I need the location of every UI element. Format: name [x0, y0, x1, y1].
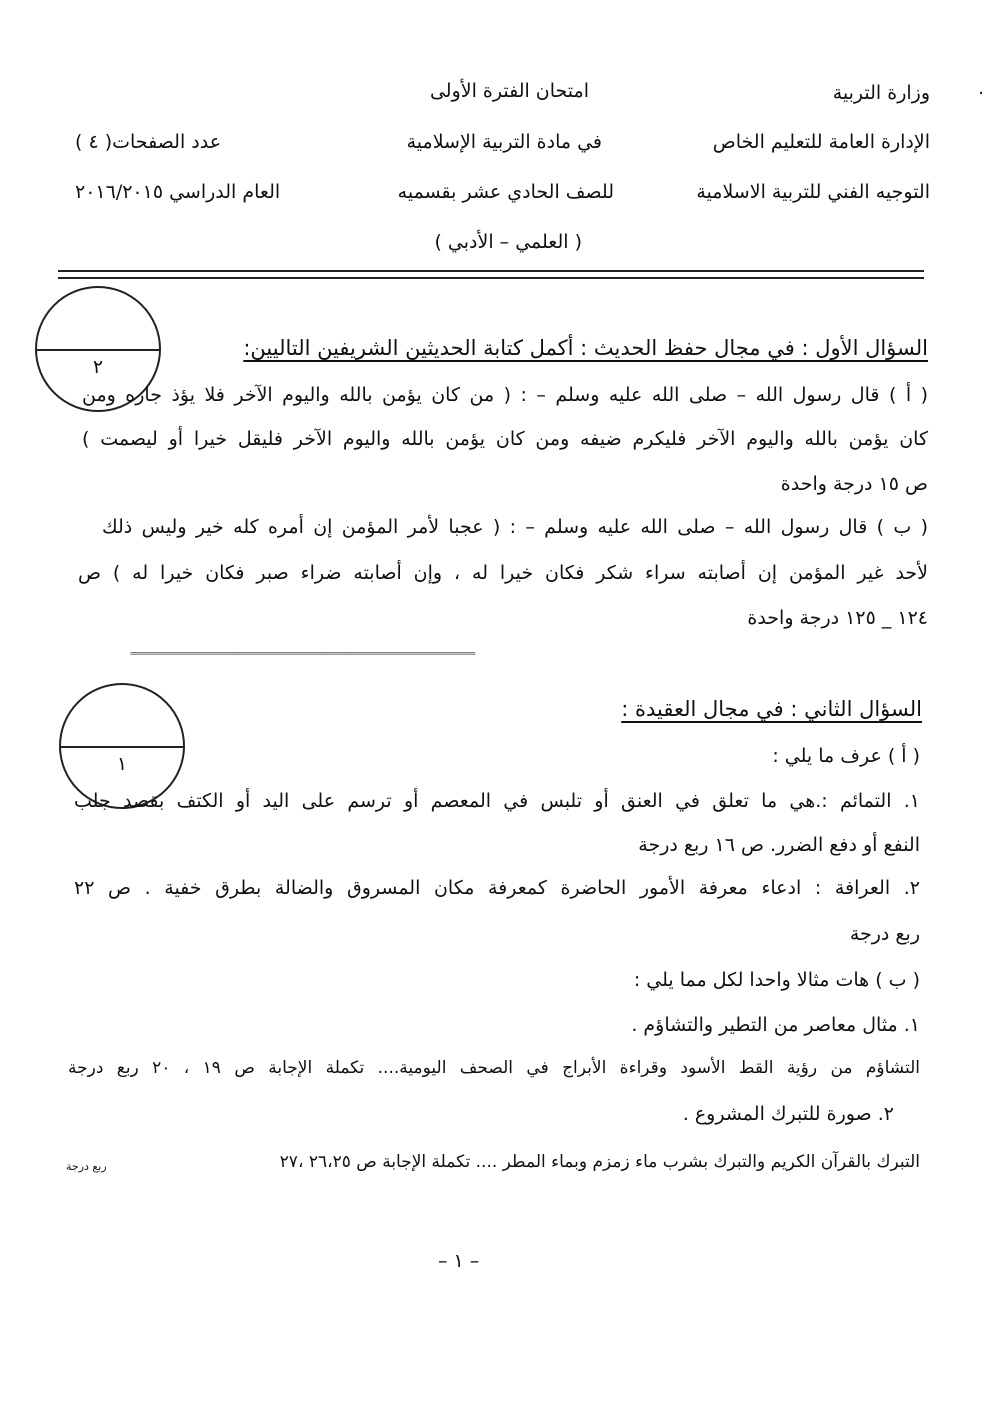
q2-last-note: ربع درجة: [66, 1160, 107, 1173]
q1-line-3: ص ١٥ درجة واحدة: [780, 473, 928, 495]
q1-score-divider: [37, 349, 159, 351]
q1-score: ٢: [92, 356, 104, 379]
exam-subject: في مادة التربية الإسلامية: [406, 131, 602, 153]
q2-line-1: ( أ ) عرف ما يلي :: [772, 745, 920, 767]
academic-year: العام الدراسي ٢٠١٦/٢٠١٥: [75, 181, 281, 203]
header-rule-top: [58, 270, 924, 272]
ministry-name: وزارة التربية: [832, 82, 930, 104]
pages-count: عدد الصفحات( ٤ ): [75, 131, 222, 153]
page-number: – ١ –: [438, 1250, 480, 1272]
q2-line-3: النفع أو دفع الضرر. ص ١٦ ربع درجة: [638, 834, 920, 856]
q2-line-7: ١. مثال معاصر من التطير والتشاؤم .: [631, 1014, 920, 1036]
header-rule-bottom: [58, 277, 924, 279]
q2-line-4: ٢. العرافة : ادعاء معرفة الأمور الحاضرة كمعرفة مكان المسروق والضالة بطرق خفية . ص ٢٢: [74, 877, 920, 899]
exam-tracks: ( العلمي – الأدبي ): [434, 231, 582, 253]
q2-score: ١: [116, 753, 128, 776]
department-name: الإدارة العامة للتعليم الخاص: [712, 131, 930, 153]
q2-line-6: ( ب ) هات مثالا واحدا لكل مما يلي :: [633, 969, 920, 991]
q1-title: السؤال الأول : في مجال حفظ الحديث : أكمل كتابة الحديثين الشريفين التاليين:: [243, 336, 928, 360]
q2-score-divider: [61, 746, 183, 748]
exam-title: امتحان الفترة الأولى: [429, 80, 589, 102]
q2-line-5: ربع درجة: [849, 923, 920, 945]
supervision-name: التوجيه الفني للتربية الاسلامية: [696, 181, 930, 203]
q2-line-9: ٢. صورة للتبرك المشروع .: [682, 1103, 894, 1125]
exam-grade: للصف الحادي عشر بقسميه: [397, 181, 614, 203]
q1-line-2: كان يؤمن بالله واليوم الآخر فليكرم ضيفه ومن كان يؤمن بالله واليوم الآخر فليقل خيرا أو ليصمت ): [82, 428, 928, 450]
q2-title: السؤال الثاني : في مجال العقيدة :: [621, 697, 922, 721]
q1-line-6: ١٢٤ _ ١٢٥ درجة واحدة: [747, 607, 928, 629]
corner-mark: .: [978, 78, 984, 99]
q1-line-5: لأحد غير المؤمن إن أصابته سراء شكر فكان خيرا له ، وإن أصابته ضراء صبر فكان خيرا له ) ص: [78, 562, 928, 584]
q1-line-1: ( أ ) قال رسول الله – صلى الله عليه وسلم – : ( من كان يؤمن بالله واليوم الآخر فلا يؤذ جاره ومن: [82, 384, 928, 406]
q2-line-2: ١. التمائم :.هي ما تعلق في العنق أو تلبس في المعصم أو ترسم على اليد أو الكتف بقصد جلب: [74, 790, 920, 812]
q2-line-10: التبرك بالقرآن الكريم والتبرك بشرب ماء زمزم وبماء المطر .... تكملة الإجابة ص ٢٦،٢٥ ،٢٧: [279, 1152, 920, 1172]
q2-line-8: التشاؤم من رؤية القط الأسود وقراءة الأبراج في الصحف اليومية.... تكملة الإجابة ص ١٩ ، ٢٠ ربع درجة: [68, 1058, 920, 1078]
q1-line-4: ( ب ) قال رسول الله – صلى الله عليه وسلم – : ( عجبا لأمر المؤمن إن أمره كله خير وليس ذلك: [102, 516, 928, 538]
section-separator: ==============================================================================: [130, 652, 475, 659]
